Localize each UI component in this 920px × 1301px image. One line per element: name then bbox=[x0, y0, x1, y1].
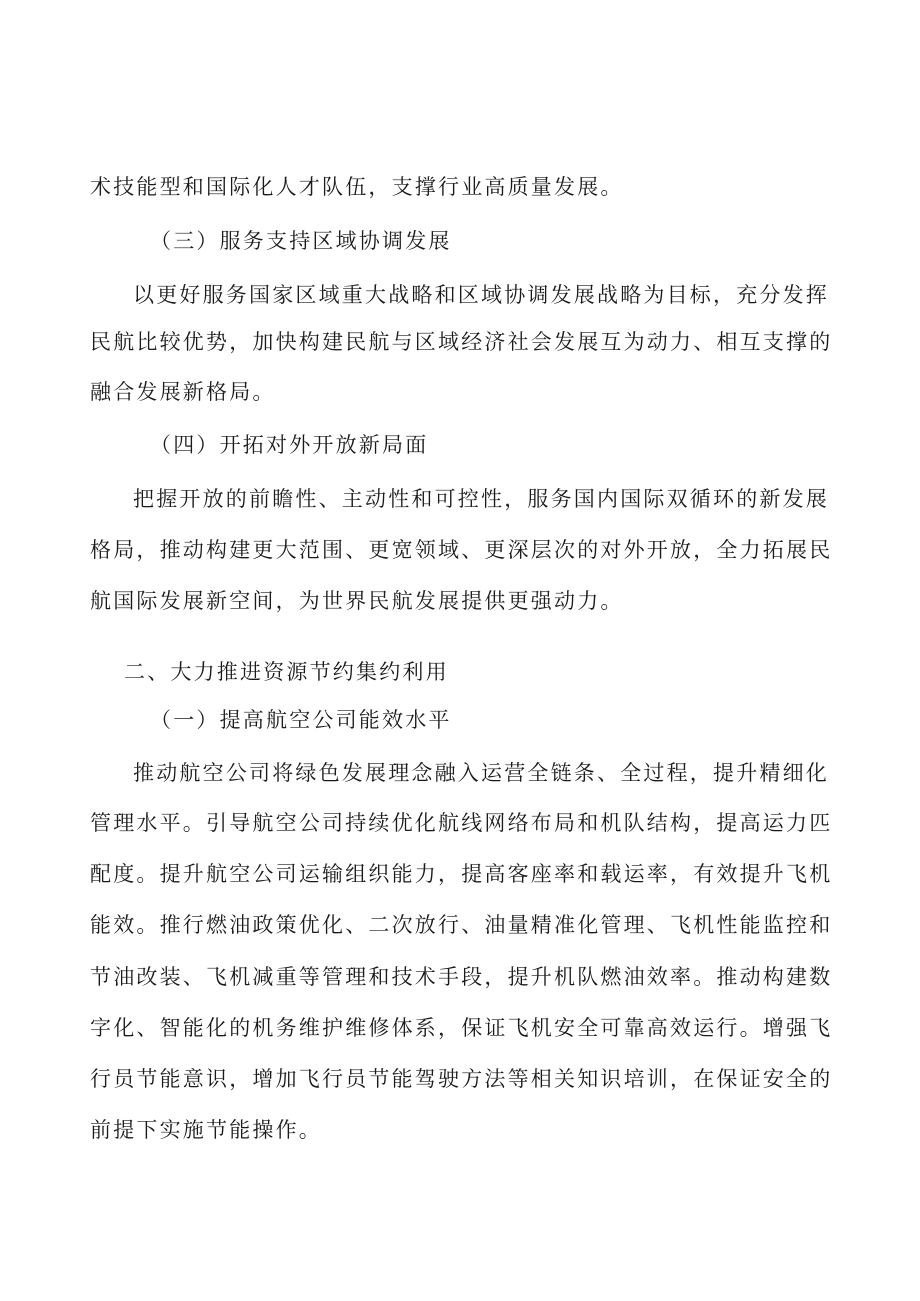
paragraph-line: 行员节能意识，增加飞行员节能驾驶方法等相关知识培训，在保证安全的 bbox=[90, 1067, 833, 1091]
chapter-heading-2: 二、大力推进资源节约集约利用 bbox=[124, 660, 449, 684]
paragraph-line: 航国际发展新空间，为世界民航发展提供更强动力。 bbox=[90, 589, 624, 613]
paragraph-line: 民航比较优势，加快构建民航与区域经济社会发展互为动力、相互支撑的 bbox=[90, 330, 833, 354]
paragraph-line: 管理水平。引导航空公司持续优化航线网络布局和机队结构，提高运力匹 bbox=[90, 811, 833, 835]
paragraph-line: 格局，推动构建更大范围、更宽领域、更深层次的对外开放，全力拓展民 bbox=[90, 538, 833, 562]
paragraph-line: 以更好服务国家区域重大战略和区域协调发展战略为目标，充分发挥 bbox=[133, 283, 829, 307]
paragraph-line: 能效。推行燃油政策优化、二次放行、油量精准化管理、飞机性能监控和 bbox=[90, 913, 833, 937]
paragraph-line: 前提下实施节能操作。 bbox=[90, 1118, 322, 1142]
section-heading-3: （三）服务支持区域协调发展 bbox=[150, 229, 452, 253]
paragraph-line: 推动航空公司将绿色发展理念融入运营全链条、全过程，提升精细化 bbox=[133, 761, 829, 785]
paragraph-line: 字化、智能化的机务维护维修体系，保证飞机安全可靠高效运行。增强飞 bbox=[90, 1016, 833, 1040]
section-heading-4: （四）开拓对外开放新局面 bbox=[150, 433, 429, 457]
paragraph-line: 术技能型和国际化人才队伍，支撑行业高质量发展。 bbox=[90, 175, 624, 199]
paragraph-line: 把握开放的前瞻性、主动性和可控性，服务国内国际双循环的新发展 bbox=[133, 487, 829, 511]
paragraph-line: 节油改装、飞机减重等管理和技术手段，提升机队燃油效率。推动构建数 bbox=[90, 965, 833, 989]
paragraph-line: 融合发展新格局。 bbox=[90, 380, 276, 404]
paragraph-line: 配度。提升航空公司运输组织能力，提高客座率和载运率，有效提升飞机 bbox=[90, 862, 833, 886]
section-heading-1: （一）提高航空公司能效水平 bbox=[150, 708, 452, 732]
